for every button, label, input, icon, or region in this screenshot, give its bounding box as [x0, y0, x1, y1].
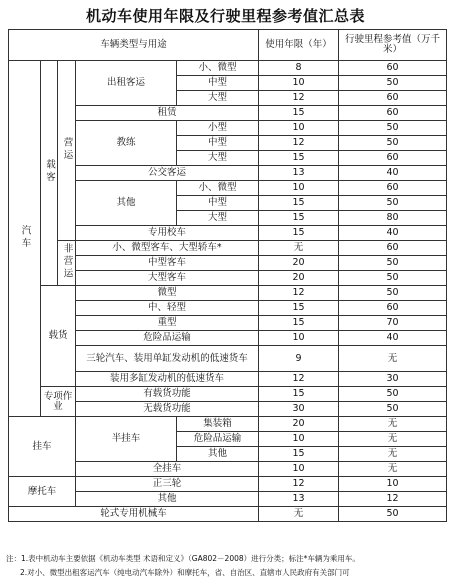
row-years: 15 — [259, 196, 339, 211]
row-years: 20 — [259, 271, 339, 286]
row-label: 大型 — [177, 91, 259, 106]
row-label: 其他 — [76, 492, 259, 507]
note-1: 注：1.表中机动车主要依据《机动车类型 术语和定义》（GA802－2008）进行分类；标注*车辆为乘用车。 — [6, 554, 360, 563]
table-row — [9, 417, 447, 432]
row-mileage: 60 — [339, 241, 447, 256]
row-label: 危险品运输 — [76, 331, 259, 346]
row-years: 13 — [259, 166, 339, 181]
row-label: 大型客车 — [76, 271, 259, 286]
row-label: 集装箱 — [177, 417, 259, 432]
group-guache: 挂车 — [9, 417, 76, 477]
page-title: 机动车使用年限及行驶里程参考值汇总表 — [85, 7, 365, 25]
row-mileage: 无 — [339, 417, 447, 432]
row-mileage: 70 — [339, 316, 447, 331]
row-mileage: 无 — [339, 447, 447, 462]
row-mileage: 60 — [339, 106, 447, 121]
row-years: 10 — [259, 76, 339, 91]
subgroup-lunshi: 轮式专用机械车 — [9, 507, 259, 522]
group-yingyun — [58, 61, 76, 241]
row-years: 12 — [259, 91, 339, 106]
row-years: 30 — [259, 402, 339, 417]
row-label: 正三轮 — [76, 477, 259, 492]
row-label: 小、微型客车、大型轿车* — [76, 241, 259, 256]
row-label: 小、微型 — [177, 61, 259, 76]
row-years: 15 — [259, 316, 339, 331]
row-label: 有载货功能 — [76, 387, 259, 402]
group-zaike-label: 载客 — [44, 159, 55, 184]
row-years: 15 — [259, 387, 339, 402]
header-mileage: 行驶里程参考值（万千米） — [339, 30, 447, 61]
row-label: 微型 — [76, 286, 259, 301]
row-mileage: 40 — [339, 226, 447, 241]
row-mileage: 60 — [339, 181, 447, 196]
row-years: 10 — [259, 462, 339, 477]
row-years: 8 — [259, 61, 339, 76]
row-label: 其他 — [177, 447, 259, 462]
summary-table — [8, 29, 447, 522]
row-mileage: 50 — [339, 121, 447, 136]
header-row — [9, 30, 447, 61]
row-mileage: 10 — [339, 477, 447, 492]
group-qiche — [9, 61, 41, 417]
row-label: 中型 — [177, 196, 259, 211]
table-row — [9, 286, 447, 301]
row-mileage: 60 — [339, 301, 447, 316]
row-mileage: 30 — [339, 372, 447, 387]
row-label: 无载货功能 — [76, 402, 259, 417]
row-label: 大型 — [177, 151, 259, 166]
row-years: 10 — [259, 181, 339, 196]
row-label: 危险品运输 — [177, 432, 259, 447]
table-row — [9, 387, 447, 402]
row-mileage: 50 — [339, 387, 447, 402]
subgroup-zulin: 租赁 — [76, 106, 259, 121]
row-label: 小型 — [177, 121, 259, 136]
row-years: 12 — [259, 477, 339, 492]
row-label: 三轮汽车、装用单缸发动机的低速货车 — [76, 346, 259, 372]
row-years: 15 — [259, 151, 339, 166]
table-row — [9, 507, 447, 522]
subgroup-chuzu: 出租客运 — [76, 61, 177, 106]
table-row — [9, 477, 447, 492]
row-years: 15 — [259, 226, 339, 241]
row-years: 15 — [259, 106, 339, 121]
row-years: 15 — [259, 211, 339, 226]
header-category: 车辆类型与用途 — [9, 30, 259, 61]
row-years: 15 — [259, 301, 339, 316]
group-yingyun-label: 营运 — [61, 136, 73, 162]
row-years: 9 — [259, 346, 339, 372]
subgroup-jiaolian: 教练 — [76, 121, 177, 166]
row-years: 无 — [259, 241, 339, 256]
row-years: 20 — [259, 417, 339, 432]
notes — [6, 552, 448, 580]
row-years: 10 — [259, 432, 339, 447]
row-years: 12 — [259, 286, 339, 301]
row-years: 12 — [259, 136, 339, 151]
row-mileage: 60 — [339, 61, 447, 76]
row-mileage: 50 — [339, 271, 447, 286]
row-years: 10 — [259, 121, 339, 136]
group-zaike — [41, 61, 58, 286]
row-mileage: 50 — [339, 286, 447, 301]
group-zaihuo: 载货 — [41, 286, 76, 387]
group-qiche-label: 汽车 — [19, 224, 31, 250]
row-mileage: 无 — [339, 432, 447, 447]
row-label: 中、轻型 — [76, 301, 259, 316]
subgroup-qita: 其他 — [76, 181, 177, 226]
table-row — [9, 61, 447, 76]
row-mileage: 50 — [339, 136, 447, 151]
row-label: 装用多缸发动机的低速货车 — [76, 372, 259, 387]
row-years: 10 — [259, 331, 339, 346]
row-label: 中型 — [177, 76, 259, 91]
row-mileage: 50 — [339, 256, 447, 271]
row-mileage: 无 — [339, 346, 447, 372]
group-zhuanxiang: 专项作业 — [41, 387, 76, 417]
header-years: 使用年限（年） — [259, 30, 339, 61]
row-label: 中型 — [177, 136, 259, 151]
row-years: 12 — [259, 372, 339, 387]
row-mileage: 40 — [339, 166, 447, 181]
group-feiyingyun — [58, 241, 76, 286]
row-mileage: 50 — [339, 196, 447, 211]
row-years: 15 — [259, 447, 339, 462]
row-mileage: 40 — [339, 331, 447, 346]
group-feiyingyun-label: 非营运 — [61, 242, 73, 281]
subgroup-banguache: 半挂车 — [76, 417, 177, 462]
table-row — [9, 241, 447, 256]
subgroup-xiaoche: 专用校车 — [76, 226, 259, 241]
row-mileage: 12 — [339, 492, 447, 507]
row-mileage: 50 — [339, 507, 447, 522]
row-mileage: 50 — [339, 402, 447, 417]
row-label: 中型客车 — [76, 256, 259, 271]
row-mileage: 无 — [339, 462, 447, 477]
row-years: 13 — [259, 492, 339, 507]
row-mileage: 80 — [339, 211, 447, 226]
row-years: 无 — [259, 507, 339, 522]
row-mileage: 50 — [339, 76, 447, 91]
subgroup-quanguache: 全挂车 — [76, 462, 259, 477]
row-years: 20 — [259, 256, 339, 271]
row-label: 重型 — [76, 316, 259, 331]
row-mileage: 60 — [339, 91, 447, 106]
row-label: 小、微型 — [177, 181, 259, 196]
row-mileage: 60 — [339, 151, 447, 166]
row-label: 大型 — [177, 211, 259, 226]
note-2: 2.对小、微型出租客运汽车（纯电动汽车除外）和摩托车，省、自治区、直辖市人民政府有关部门可 — [20, 568, 350, 577]
subgroup-gongjiao: 公交客运 — [76, 166, 259, 181]
group-motuoche: 摩托车 — [9, 477, 76, 507]
